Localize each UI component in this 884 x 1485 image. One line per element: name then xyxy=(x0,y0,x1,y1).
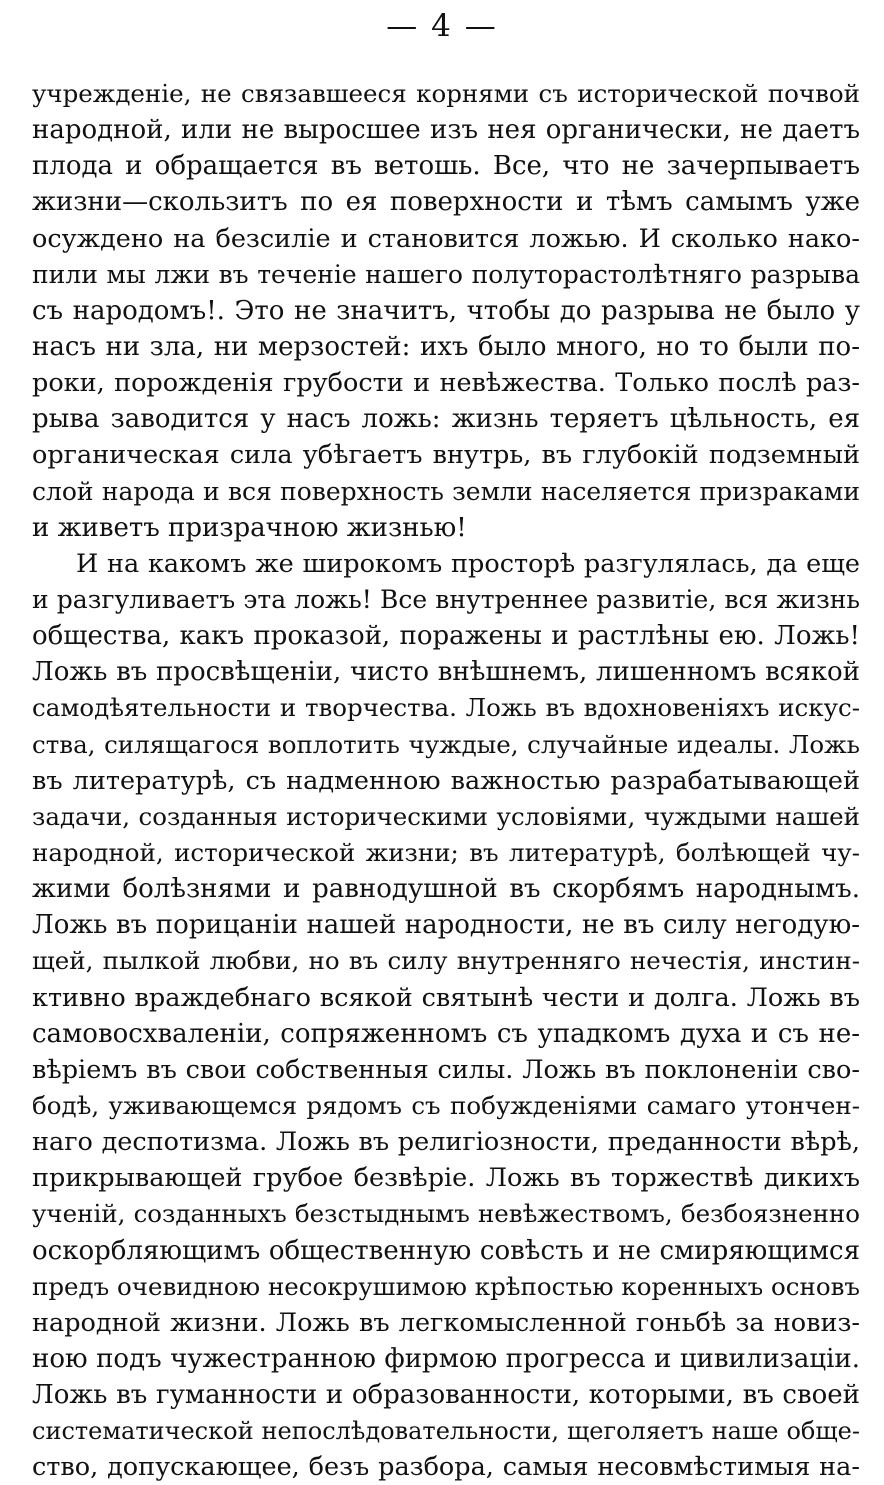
paragraph-first-line: И на какомъ же широкомъ просторѣ разгулялась, да еще xyxy=(76,548,860,579)
text-line: жими болѣзнями и равнодушной въ скорбямъ народнымъ. xyxy=(32,874,860,905)
text-line: слой народа и вся поверхность земли населяется призраками xyxy=(32,476,860,506)
text-line: народной, или не выросшее изъ нея органически, не даетъ xyxy=(32,115,860,146)
text-line: прикрывающей грубое безвѣріе. Ложь въ торжествѣ дикихъ xyxy=(32,1163,860,1194)
text-line: ство, допускающее, безъ разбора, самыя несовмѣстимыя на- xyxy=(32,1452,860,1483)
text-line: вѣріемъ въ свои собственныя силы. Ложь въ поклоненіи сво- xyxy=(32,1054,860,1085)
text-line: самовосхваленіи, сопряженномъ съ упадкомъ духа и съ не- xyxy=(32,1018,860,1049)
text-line: ктивно враждебнаго всякой святынѣ чести и долга. Ложь въ xyxy=(32,982,860,1013)
text-line: въ литературѣ, съ надменною важностью разрабатывающей xyxy=(32,765,860,796)
text-line: оскорбляющимъ общественную совѣсть и не смиряющимся xyxy=(32,1235,860,1266)
text-line: ученій, созданныхъ безстыднымъ невѣжествомъ, безбоязненно xyxy=(32,1199,860,1229)
text-line: съ народомъ!. Это не значитъ, чтобы до разрыва не было у xyxy=(32,295,860,326)
text-line: Ложь въ порицаніи нашей народности, не въ силу негодую- xyxy=(32,910,860,941)
text-line: органическая сила убѣгаетъ внутрь, въ глубокій подземный xyxy=(32,440,860,471)
page-number: — 4 — xyxy=(386,8,498,44)
text-line: щей, пылкой любви, но въ силу внутренняго нечестія, инстин- xyxy=(32,946,860,976)
text-line: жизни—скользитъ по ея поверхности и тѣмъ самымъ уже xyxy=(32,187,860,218)
text-line: систематической непослѣдовательности, щеголяетъ наше обще- xyxy=(32,1417,860,1446)
text-line: рыва заводится у насъ ложь: жизнь теряетъ цѣльность, ея xyxy=(32,404,860,435)
text-line: ною подъ чужестранною фирмою прогресса и цивилизаціи. xyxy=(32,1343,860,1374)
text-line: насъ ни зла, ни мерзостей: ихъ было много, но то были по- xyxy=(32,331,860,362)
text-line: пили мы лжи въ теченіе нашего полуторастолѣтняго разрыва xyxy=(32,259,860,289)
text-line: ства, силящагося воплотить чуждые, случайные идеалы. Ложь xyxy=(32,729,860,759)
text-line: осуждено на безсиліе и становится ложью. И сколько нако- xyxy=(32,223,860,254)
text-line: роки, порожденія грубости и невѣжества. Только послѣ раз- xyxy=(32,368,860,399)
paragraph-end-line: и живетъ призрачною жизнью! xyxy=(32,512,467,543)
text-line: бодѣ, уживающемся рядомъ съ побужденіями самаго утончен- xyxy=(32,1090,860,1120)
text-line: самодѣятельности и творчества. Ложь въ вдохновеніяхъ искус- xyxy=(32,693,860,723)
text-line: общества, какъ проказой, поражены и растлѣны ею. Ложь! xyxy=(32,621,860,652)
body-text xyxy=(32,76,860,1485)
text-line: народной, исторической жизни; въ литературѣ, болѣющей чу- xyxy=(32,837,860,867)
text-line: предъ очевидною несокрушимою крѣпостью коренныхъ основъ xyxy=(32,1271,860,1301)
text-line: народной жизни. Ложь въ легкомысленной гоньбѣ за новиз- xyxy=(32,1307,860,1338)
text-line: Ложь въ просвѣщеніи, чисто внѣшнемъ, лишенномъ всякой xyxy=(32,657,860,688)
text-line: Ложь въ гуманности и образованности, которыми, въ своей xyxy=(32,1380,860,1411)
text-line: наго деспотизма. Ложь въ религіозности, преданности вѣрѣ, xyxy=(32,1127,860,1158)
text-line: задачи, созданныя историческими условіями, чуждыми нашей xyxy=(32,801,860,831)
text-line: учрежденіе, не связавшееся корнями съ исторической почвой xyxy=(32,79,860,108)
text-line: и разгуливаетъ эта ложь! Все внутреннее развитіе, вся жизнь xyxy=(32,584,860,614)
text-line: плода и обращается въ ветошь. Все, что не зачерпываетъ xyxy=(32,151,860,182)
